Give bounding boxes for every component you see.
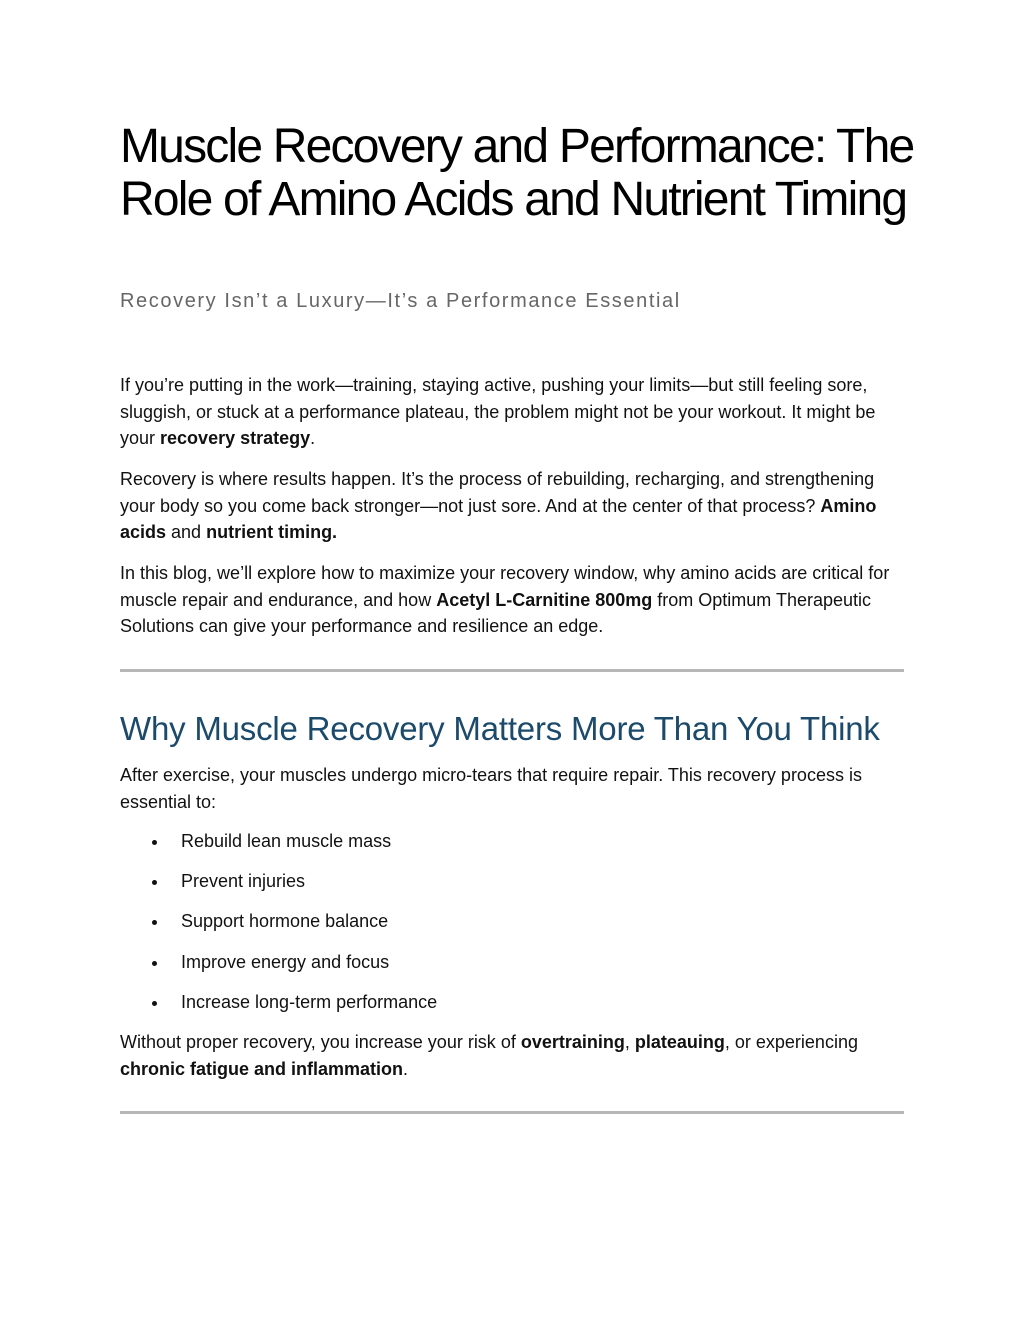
emphasis-plateauing: plateauing	[634, 1032, 725, 1052]
bullet-icon	[152, 920, 157, 925]
benefits-list	[120, 828, 437, 1029]
bullet-icon	[152, 840, 157, 845]
list-item-text: Support hormone balance	[181, 911, 389, 932]
text-run: ,	[624, 1032, 635, 1052]
section-heading: Why Muscle Recovery Matters More Than You Think	[120, 710, 880, 747]
text-run: and	[166, 522, 207, 542]
bullet-icon	[152, 961, 157, 966]
page-subtitle: Recovery Isn’t a Luxury—It’s a Performance Essential	[120, 290, 681, 312]
text-run: from Optimum Therapeutic Solutions can give your performance and resilience an edge.	[120, 589, 872, 636]
page-title: Muscle Recovery and Performance: The Role of Amino Acids and Nutrient Timing	[120, 120, 914, 226]
section-closing-paragraph	[120, 1029, 910, 1082]
intro-paragraph-3	[120, 560, 910, 640]
list-item	[120, 868, 437, 908]
list-item	[120, 949, 437, 989]
intro-paragraph-1	[120, 372, 910, 452]
list-item	[120, 828, 437, 868]
bullet-icon	[152, 880, 157, 885]
emphasis-chronic-fatigue: chronic fatigue and inflammation	[120, 1058, 404, 1079]
emphasis-nutrient-timing: nutrient timing.	[206, 522, 338, 542]
bullet-icon	[152, 1001, 157, 1006]
section-divider	[120, 1111, 904, 1114]
text-run: If you’re putting in the work—training, staying active, pushing your limits—but still feeling sore, sluggish, or stuck at a performance plateau, the problem might not be your workout. It might be your	[120, 375, 876, 448]
list-item-text: Prevent injuries	[181, 871, 306, 892]
section-lead-paragraph: After exercise, your muscles undergo micro-tears that require repair. This recovery process is essential to:	[120, 765, 862, 812]
intro-paragraph-2	[120, 466, 910, 546]
list-item-text: Increase long-term performance	[181, 991, 438, 1012]
list-item-text: Improve energy and focus	[181, 951, 390, 972]
text-run: Recovery is where results happen. It’s the process of rebuilding, recharging, and strengthening your body so you come back stronger—not just sore. And at the center of that process?	[120, 469, 875, 516]
text-run: .	[310, 428, 316, 448]
text-run: .	[403, 1058, 409, 1079]
emphasis-recovery-strategy: recovery strategy	[160, 428, 311, 448]
emphasis-overtraining: overtraining	[520, 1032, 625, 1052]
list-item-text: Rebuild lean muscle mass	[181, 831, 392, 851]
list-item	[120, 908, 437, 948]
section-divider	[120, 669, 904, 672]
text-run: In this blog, we’ll explore how to maximize your recovery window, why amino acids are critical for muscle repair and endurance, and how	[120, 563, 890, 610]
list-item	[120, 989, 437, 1029]
emphasis-amino-acids: Amino acids	[120, 495, 877, 542]
emphasis-product-name: Acetyl L-Carnitine 800mg	[436, 589, 653, 610]
text-run: Without proper recovery, you increase your risk of	[120, 1032, 521, 1052]
text-run: , or experiencing	[724, 1032, 858, 1052]
